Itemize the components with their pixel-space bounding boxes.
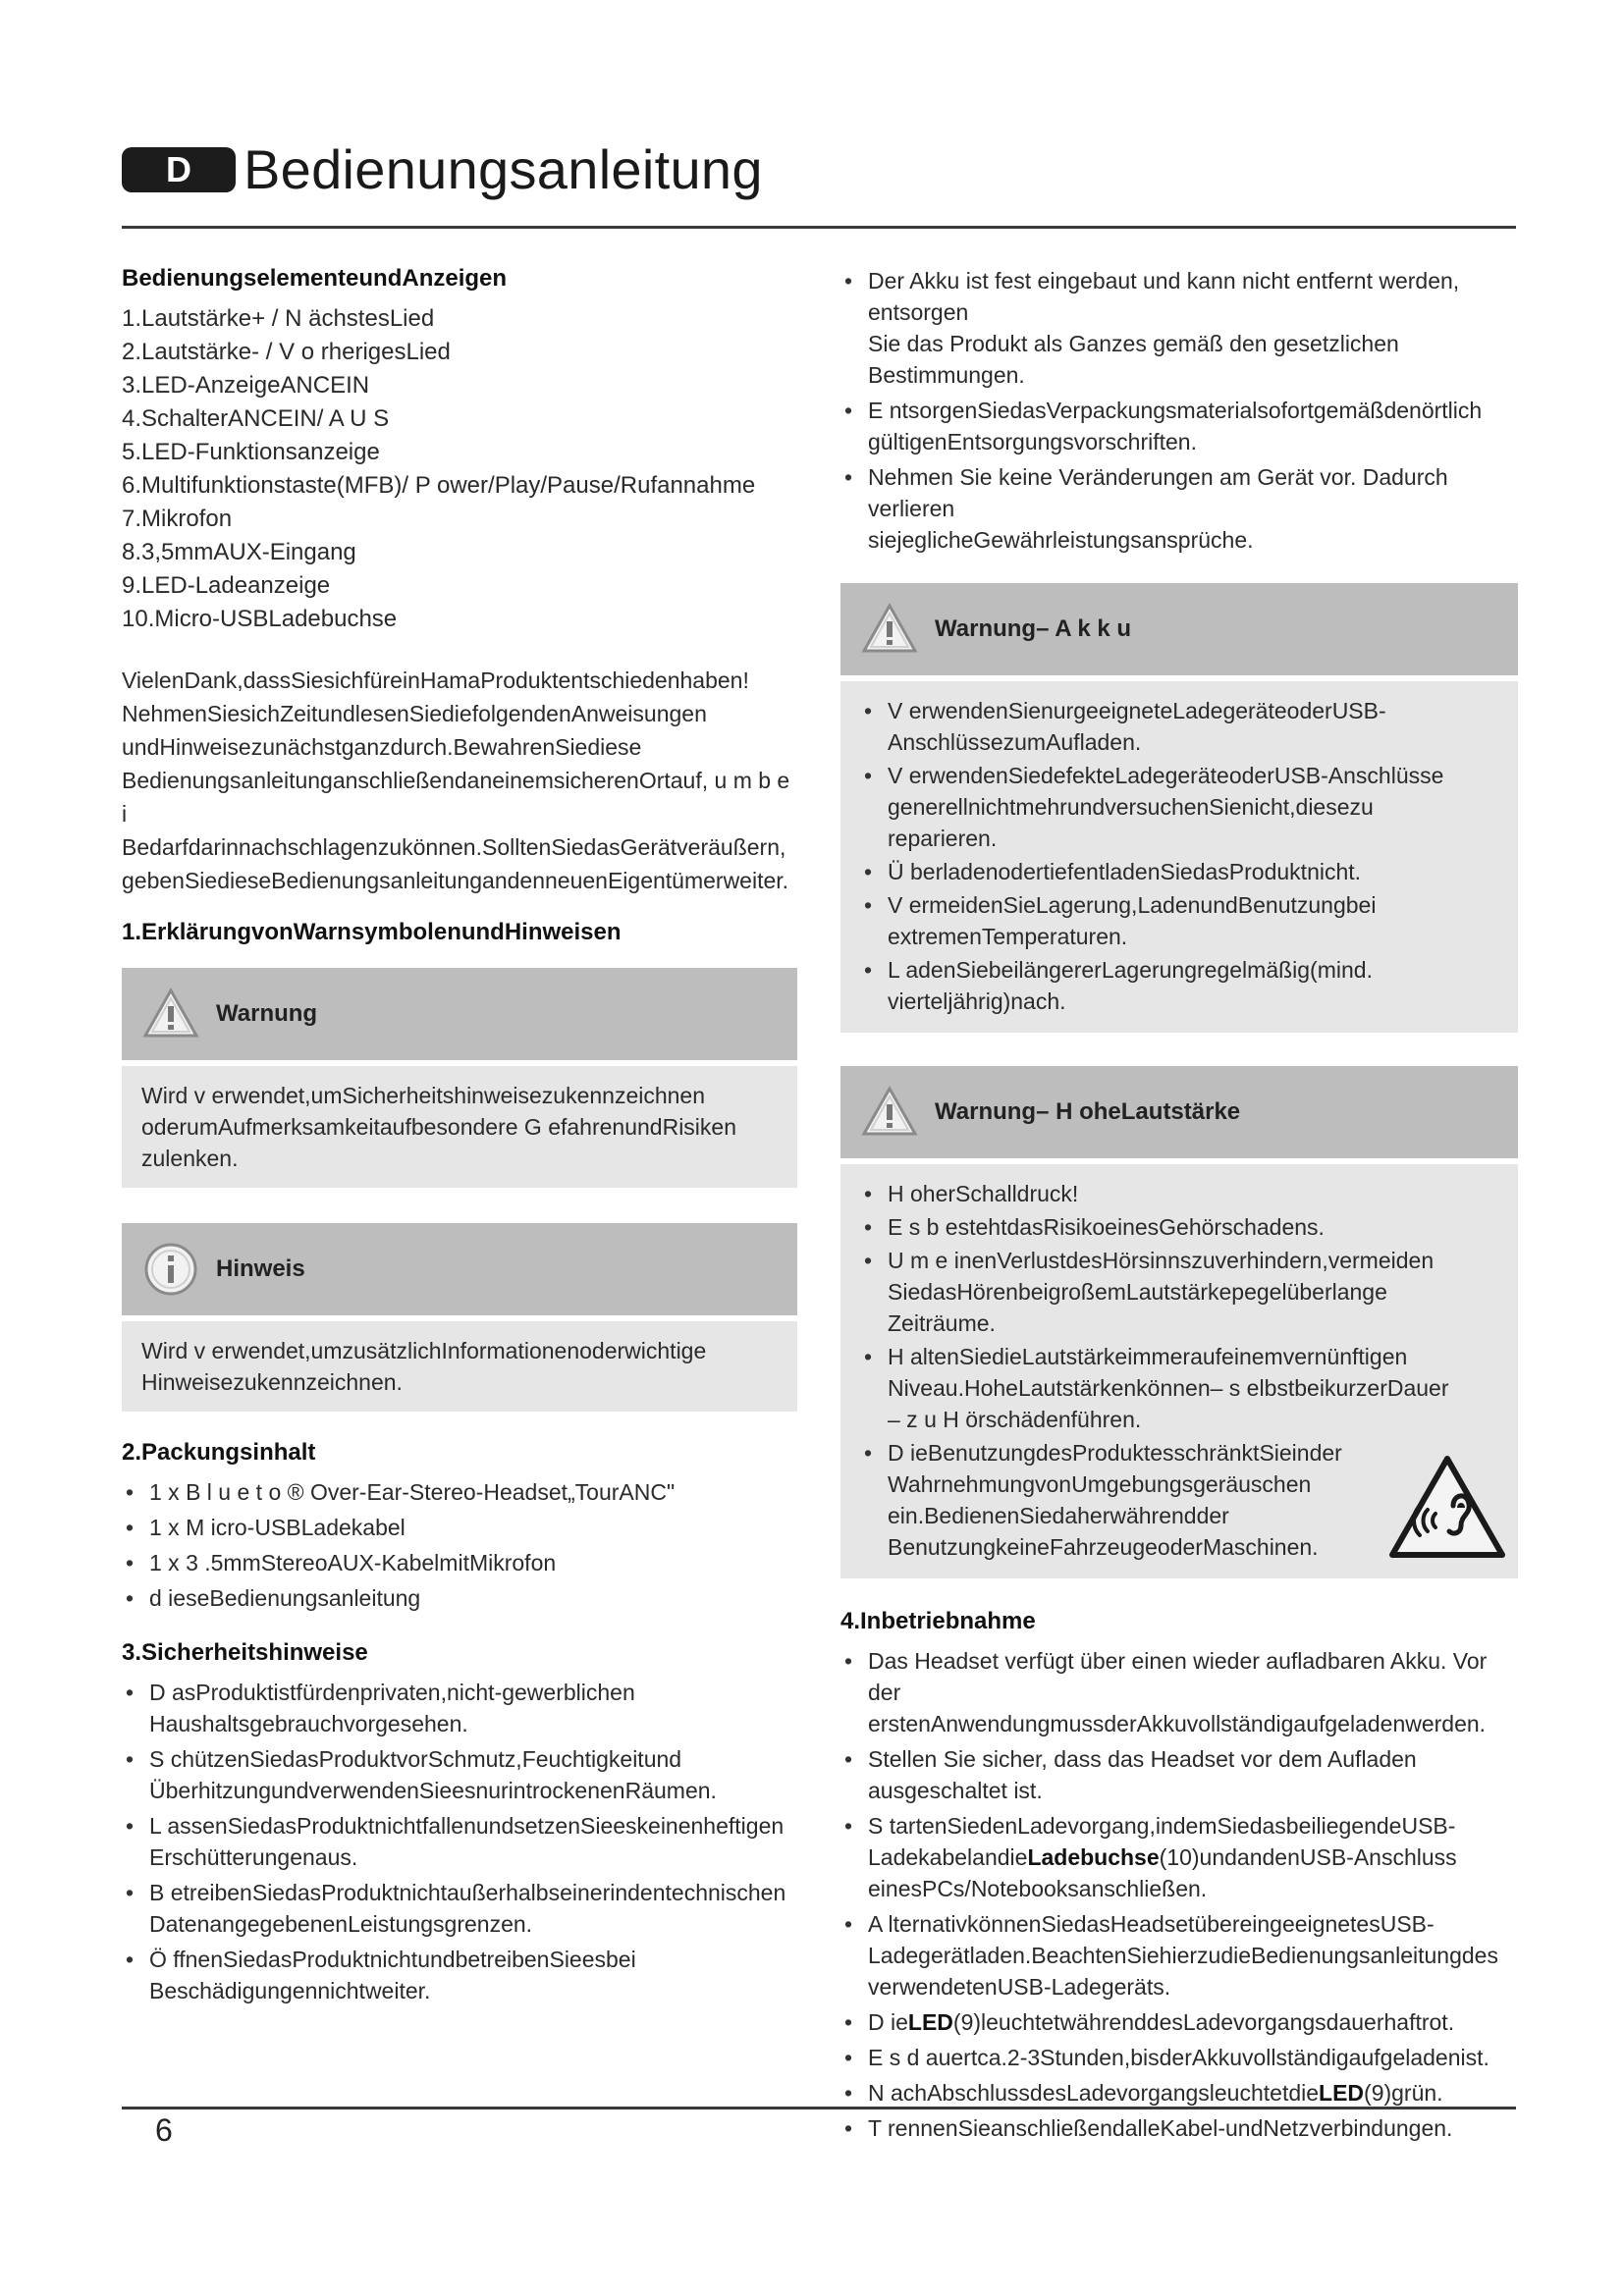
setup-item-line-bold: N achAbschlussdesLadevorgangsleuchtetdieLED(9)grün. bbox=[868, 2080, 1443, 2106]
warning-item-line: H altenSiedieLautstärkeimmeraufeinemvernünftigen bbox=[888, 1344, 1408, 1369]
safety-item-line: E ntsorgenSiedasVerpackungsmaterialsofortgemäßdenörtlich bbox=[868, 398, 1483, 423]
setup-item-line: Das Headset verfügt über einen wieder aufladbaren Akku. Vor der bbox=[868, 1648, 1488, 1705]
safety-item bbox=[122, 1944, 797, 2006]
controls-item: 7.Mikrofon bbox=[122, 506, 233, 532]
intro-line: VielenDank,dassSiesichfüreinHamaProduktentschiedenhaben! bbox=[122, 667, 749, 693]
warning-label: Warnung bbox=[216, 1000, 318, 1027]
safety-item bbox=[122, 1743, 797, 1806]
controls-item: 3.LED-AnzeigeANCEIN bbox=[122, 372, 370, 399]
controls-item: 1.Lautstärke+ / N ächstesLied bbox=[122, 305, 435, 332]
battery-warning-item bbox=[860, 695, 1498, 758]
setup-item-line: einesPCs/Notebooksanschließen. bbox=[868, 1876, 1208, 1901]
language-badge: D bbox=[122, 147, 236, 192]
volume-warning-body bbox=[840, 1164, 1518, 1578]
setup-item bbox=[840, 1810, 1518, 1904]
intro-line: NehmenSiesichZeitundlesenSiediefolgendenAnweisungen bbox=[122, 701, 707, 726]
intro-line: undHinweisezunächstganzdurch.BewahrenSiediese bbox=[122, 734, 642, 760]
safety-item bbox=[122, 1877, 797, 1940]
section3-heading: 3.Sicherheitshinweise bbox=[122, 1639, 368, 1666]
battery-warning-header bbox=[840, 583, 1518, 675]
setup-item-line: E s d auertca.2-3Stunden,bisderAkkuvollständigaufgeladenist. bbox=[868, 2045, 1489, 2070]
safety-item bbox=[840, 265, 1518, 391]
volume-warning-box bbox=[840, 1066, 1518, 1578]
controls-item: 4.SchalterANCEIN/ A U S bbox=[122, 405, 390, 432]
warning-triangle-icon bbox=[141, 985, 200, 1043]
setup-item bbox=[840, 1908, 1518, 2002]
battery-warning-label: Warnung– A k k u bbox=[935, 615, 1132, 642]
warning-item-line: V erwendenSienurgeeigneteLadegeräteoderUSB- bbox=[888, 698, 1386, 723]
warning-item-line: SiedasHörenbeigroßemLautstärkepegelüberlange bbox=[888, 1279, 1387, 1305]
safety-item-line: Sie das Produkt als Ganzes gemäß den gesetzlichen Bestimmungen. bbox=[868, 331, 1399, 388]
safety-item-line: L assenSiedasProduktnichtfallenundsetzenSieeskeinenheftigen bbox=[149, 1813, 785, 1839]
battery-warning-body bbox=[840, 681, 1518, 1033]
volume-warning-label: Warnung– H oheLautstärke bbox=[935, 1098, 1241, 1125]
safety-item-line: Haushaltsgebrauchvorgesehen. bbox=[149, 1711, 468, 1736]
package-contents-list bbox=[122, 1476, 797, 1614]
warning-triangle-icon bbox=[860, 600, 919, 659]
safety-item-line: ÜberhitzungundverwendenSieesnurintrockenenRäumen. bbox=[149, 1778, 717, 1803]
setup-item-line: Stellen Sie sicher, dass das Headset vor dem Aufladen ausgeschaltet ist. bbox=[868, 1746, 1417, 1803]
intro-line: BedienungsanleitunganschließendaneinemsicherenOrtauf, u m b e i bbox=[122, 768, 790, 827]
battery-warning-item bbox=[860, 760, 1498, 854]
warning-item-line: Niveau.HoheLautstärkenkönnen– s elbstbeikurzerDauer bbox=[888, 1375, 1449, 1401]
warning-item-line: Ü berladenodertiefentladenSiedasProduktnicht. bbox=[888, 859, 1362, 884]
package-item: • d ieseBedienungsanleitung bbox=[122, 1582, 797, 1614]
safety-item-line: DatenangegebenenLeistungsgrenzen. bbox=[149, 1911, 533, 1937]
emphasized-term: Ladebuchse bbox=[1027, 1844, 1160, 1870]
controls-item: 2.Lautstärke- / V o rherigesLied bbox=[122, 339, 451, 365]
setup-item-line-bold: D ieLED(9)leuchtetwährenddesLadevorgangsdauerhaftrot. bbox=[868, 2009, 1455, 2035]
warning-item-line: E s b estehtdasRisikoeinesGehörschadens. bbox=[888, 1214, 1325, 1240]
warning-item-line: generellnichtmehrundversuchenSienicht,diesezu bbox=[888, 794, 1374, 820]
setup-item-line: Ladegerätladen.BeachtenSiehierzudieBedienungsanleitungdes bbox=[868, 1943, 1498, 1968]
controls-list bbox=[122, 302, 797, 636]
warning-triangle-icon bbox=[860, 1083, 919, 1142]
note-box bbox=[122, 1223, 797, 1412]
page-title: Bedienungsanleitung bbox=[244, 138, 763, 200]
setup-item-line: T rennenSieanschließendalleKabel-undNetzverbindungen. bbox=[868, 2115, 1453, 2141]
safety-item-line: S chützenSiedasProduktvorSchmutz,Feuchtigkeitund bbox=[149, 1746, 682, 1772]
safety-list bbox=[122, 1677, 797, 2006]
controls-item: 5.LED-Funktionsanzeige bbox=[122, 439, 380, 465]
battery-warning-box bbox=[840, 583, 1518, 1033]
warning-item-line: Zeiträume. bbox=[888, 1310, 996, 1336]
warning-item-line: V ermeidenSieLagerung,LadenundBenutzungbei bbox=[888, 892, 1377, 918]
controls-item: 10.Micro-USBLadebuchse bbox=[122, 606, 398, 632]
intro-paragraph bbox=[122, 664, 797, 897]
volume-warning-item bbox=[860, 1341, 1498, 1435]
section1-heading: 1.ErklärungvonWarnsymbolenundHinweisen bbox=[122, 919, 622, 945]
warning-item-line: – z u H örschädenführen. bbox=[888, 1407, 1142, 1432]
warning-item-line: U m e inenVerlustdesHörsinnszuverhindern,vermeiden bbox=[888, 1248, 1435, 1273]
note-line: Hinweisezukennzeichnen. bbox=[141, 1369, 403, 1395]
emphasized-term: LED bbox=[1319, 2080, 1365, 2106]
setup-item bbox=[840, 2042, 1518, 2073]
warning-item-line: AnschlüssezumAufladen. bbox=[888, 729, 1142, 755]
volume-warning-item bbox=[860, 1245, 1498, 1339]
warning-line: Wird v erwendet,umSicherheitshinweisezukennzeichnen bbox=[141, 1083, 706, 1108]
note-label: Hinweis bbox=[216, 1255, 305, 1282]
footer-divider bbox=[122, 2107, 1516, 2109]
warning-item-line: BenutzungkeineFahrzeugeoderMaschinen. bbox=[888, 1534, 1319, 1560]
right-column bbox=[840, 265, 1518, 2148]
info-circle-icon bbox=[141, 1240, 200, 1299]
volume-warning-header bbox=[840, 1066, 1518, 1158]
safety-item bbox=[840, 461, 1518, 556]
warning-box-header bbox=[122, 968, 797, 1060]
warning-item-line: reparieren. bbox=[888, 826, 998, 851]
setup-item-line: S tartenSiedenLadevorgang,indemSiedasbeiliegendeUSB- bbox=[868, 1813, 1456, 1839]
warning-item-line: vierteljährig)nach. bbox=[888, 988, 1066, 1014]
setup-item bbox=[840, 1743, 1518, 1806]
battery-warning-list bbox=[860, 695, 1498, 1017]
emphasized-term: LED bbox=[907, 2009, 953, 2035]
controls-item: 6.Multifunktionstaste(MFB)/ P ower/Play/Pause/Rufannahme bbox=[122, 472, 756, 499]
intro-line: Bedarfdarinnachschlagenzukönnen.SolltenSiedasGerätveräußern, bbox=[122, 834, 786, 860]
hearing-damage-warning-icon bbox=[1388, 1455, 1506, 1561]
warning-item-line: ein.BedienenSiedaherwährendder bbox=[888, 1503, 1229, 1528]
safety-item-line: B etreibenSiedasProduktnichtaußerhalbseinerindentechnischen bbox=[149, 1880, 786, 1905]
setup-item bbox=[840, 2077, 1518, 2109]
note-box-header bbox=[122, 1223, 797, 1315]
warning-item-line: H oherSchalldruck! bbox=[888, 1181, 1079, 1206]
page-number: 6 bbox=[155, 2112, 173, 2148]
package-item: • 1 x 3 .5mmStereoAUX-KabelmitMikrofon bbox=[122, 1547, 797, 1578]
safety-item-line: siejeglicheGewährleistungsansprüche. bbox=[868, 527, 1254, 553]
section4-heading: 4.Inbetriebnahme bbox=[840, 1608, 1036, 1634]
battery-warning-item bbox=[860, 889, 1498, 952]
safety-item-line: Erschütterungenaus. bbox=[149, 1844, 358, 1870]
warning-item-line: V erwendenSiedefekteLadegeräteoderUSB-Anschlüsse bbox=[888, 763, 1444, 788]
safety-item-line: Beschädigungennichtweiter. bbox=[149, 1978, 431, 2003]
safety-item bbox=[122, 1677, 797, 1739]
safety-item-line: Ö ffnenSiedasProduktnichtundbetreibenSieesbei bbox=[149, 1947, 636, 1972]
safety-item bbox=[122, 1810, 797, 1873]
note-box-body bbox=[122, 1321, 797, 1412]
safety-item bbox=[840, 395, 1518, 457]
warning-line: zulenken. bbox=[141, 1146, 239, 1171]
setup-item-line: A lternativkönnenSiedasHeadsetübereingeeignetesUSB- bbox=[868, 1911, 1435, 1937]
left-column bbox=[122, 265, 797, 2010]
controls-heading: BedienungselementeundAnzeigen bbox=[122, 265, 508, 292]
page-header bbox=[122, 138, 1516, 229]
setup-item bbox=[840, 1645, 1518, 1739]
controls-item: 9.LED-Ladeanzeige bbox=[122, 572, 331, 599]
setup-item bbox=[840, 2112, 1518, 2144]
safety-item-line: Nehmen Sie keine Veränderungen am Gerät vor. Dadurch verlieren bbox=[868, 464, 1448, 521]
warning-item-line: L adenSiebeilängererLagerungregelmäßig(mind. bbox=[888, 957, 1373, 983]
package-item: • 1 x M icro-USBLadekabel bbox=[122, 1512, 797, 1543]
setup-item bbox=[840, 2006, 1518, 2038]
safety-item-line: Der Akku ist fest eingebaut und kann nicht entfernt werden, entsorgen bbox=[868, 268, 1460, 325]
warning-item-line: D ieBenutzungdesProduktesschränktSieinder bbox=[888, 1440, 1342, 1466]
warning-item-line: extremenTemperaturen. bbox=[888, 924, 1128, 949]
warning-item-line: WahrnehmungvonUmgebungsgeräuschen bbox=[888, 1471, 1312, 1497]
setup-item-line: erstenAnwendungmussderAkkuvollständigaufgeladenwerden. bbox=[868, 1711, 1487, 1736]
warning-box bbox=[122, 968, 797, 1188]
warning-box-body bbox=[122, 1066, 797, 1188]
volume-warning-item bbox=[860, 1178, 1498, 1209]
intro-line: gebenSiedieseBedienungsanleitungandenneuenEigentümerweiter. bbox=[122, 868, 789, 893]
section2-heading: 2.Packungsinhalt bbox=[122, 1439, 316, 1466]
controls-item: 8.3,5mmAUX-Eingang bbox=[122, 539, 356, 565]
setup-list bbox=[840, 1645, 1518, 2144]
battery-warning-item bbox=[860, 856, 1498, 887]
warning-line: oderumAufmerksamkeitaufbesondere G efahrenundRisiken bbox=[141, 1114, 736, 1140]
battery-warning-item bbox=[860, 954, 1498, 1017]
safety-item-line: D asProduktistfürdenprivaten,nicht-gewerblichen bbox=[149, 1680, 635, 1705]
setup-item-line: verwendetenUSB-Ladegeräts. bbox=[868, 1974, 1171, 2000]
safety-list-continued bbox=[840, 265, 1518, 556]
volume-warning-item bbox=[860, 1211, 1498, 1243]
setup-item-line-bold: LadekabelandieLadebuchse(10)undandenUSB-Anschluss bbox=[868, 1844, 1457, 1870]
safety-item-line: gültigenEntsorgungsvorschriften. bbox=[868, 429, 1197, 454]
package-item: • 1 x B l u e t o ® Over-Ear-Stereo-Headset„TourANC" bbox=[122, 1476, 797, 1508]
note-line: Wird v erwendet,umzusätzlichInformationenoderwichtige bbox=[141, 1338, 707, 1363]
